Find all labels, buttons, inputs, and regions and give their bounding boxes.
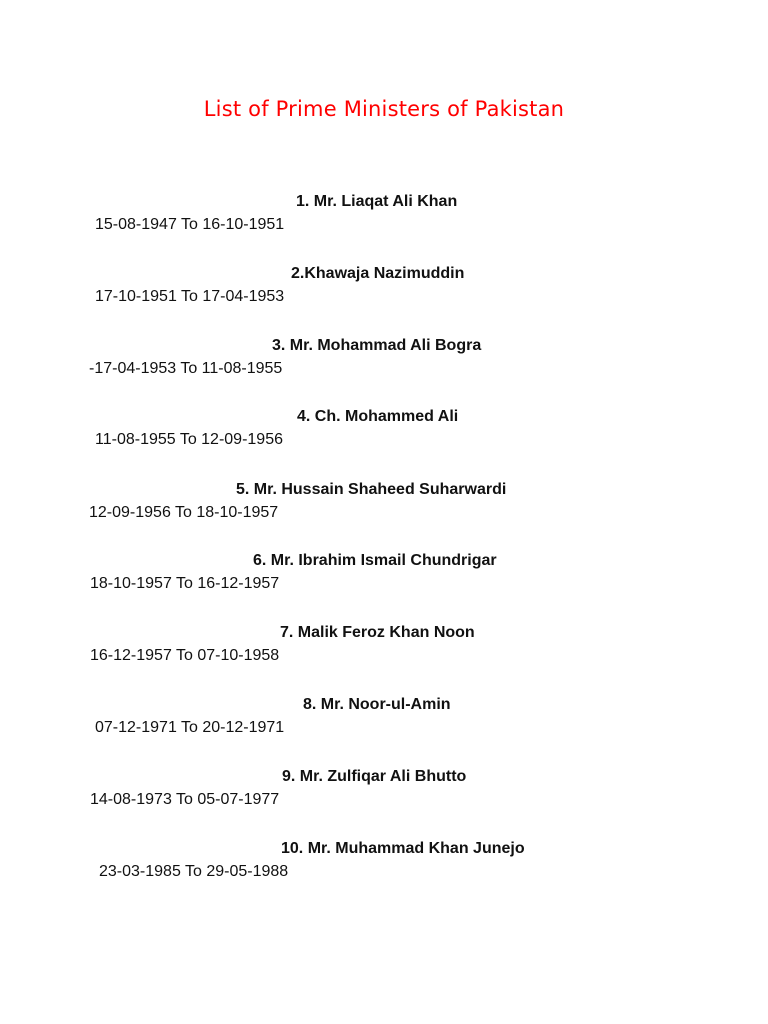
- list-item: [0, 767, 768, 827]
- term-dates: 17-10-1951 To 17-04-1953: [95, 288, 285, 305]
- term-dates: 14-08-1973 To 05-07-1977: [90, 791, 280, 808]
- list-item: [0, 407, 768, 467]
- list-item: [0, 192, 768, 252]
- term-dates: 11-08-1955 To 12-09-1956: [95, 431, 283, 448]
- term-dates: 18-10-1957 To 16-12-1957: [90, 575, 280, 592]
- term-dates: 07-12-1971 To 20-12-1971: [95, 719, 285, 736]
- page-title: List of Prime Ministers of Pakistan: [203, 97, 565, 121]
- list-item: [0, 839, 768, 899]
- prime-minister-name: 7. Malik Feroz Khan Noon: [280, 624, 475, 641]
- list-item: [0, 480, 768, 540]
- prime-minister-name: 2.Khawaja Nazimuddin: [291, 265, 465, 282]
- term-dates: -17-04-1953 To 11-08-1955: [89, 360, 283, 377]
- prime-minister-name: 8. Mr. Noor-ul-Amin: [303, 696, 451, 713]
- list-item: [0, 336, 768, 396]
- term-dates: 23-03-1985 To 29-05-1988: [99, 863, 289, 880]
- prime-minister-name: 4. Ch. Mohammed Ali: [297, 408, 459, 425]
- term-dates: 16-12-1957 To 07-10-1958: [90, 647, 280, 664]
- prime-minister-name: 6. Mr. Ibrahim Ismail Chundrigar: [253, 552, 497, 569]
- prime-minister-name: 9. Mr. Zulfiqar Ali Bhutto: [282, 768, 467, 785]
- list-item: [0, 623, 768, 683]
- term-dates: 15-08-1947 To 16-10-1951: [95, 216, 285, 233]
- list-item: [0, 551, 768, 611]
- prime-minister-name: 3. Mr. Mohammad Ali Bogra: [272, 337, 482, 354]
- list-item: [0, 264, 768, 324]
- prime-minister-name: 5. Mr. Hussain Shaheed Suharwardi: [236, 481, 507, 498]
- term-dates: 12-09-1956 To 18-10-1957: [89, 504, 279, 521]
- prime-minister-name: 1. Mr. Liaqat Ali Khan: [296, 193, 458, 210]
- prime-minister-name: 10. Mr. Muhammad Khan Junejo: [281, 840, 525, 857]
- list-item: [0, 695, 768, 755]
